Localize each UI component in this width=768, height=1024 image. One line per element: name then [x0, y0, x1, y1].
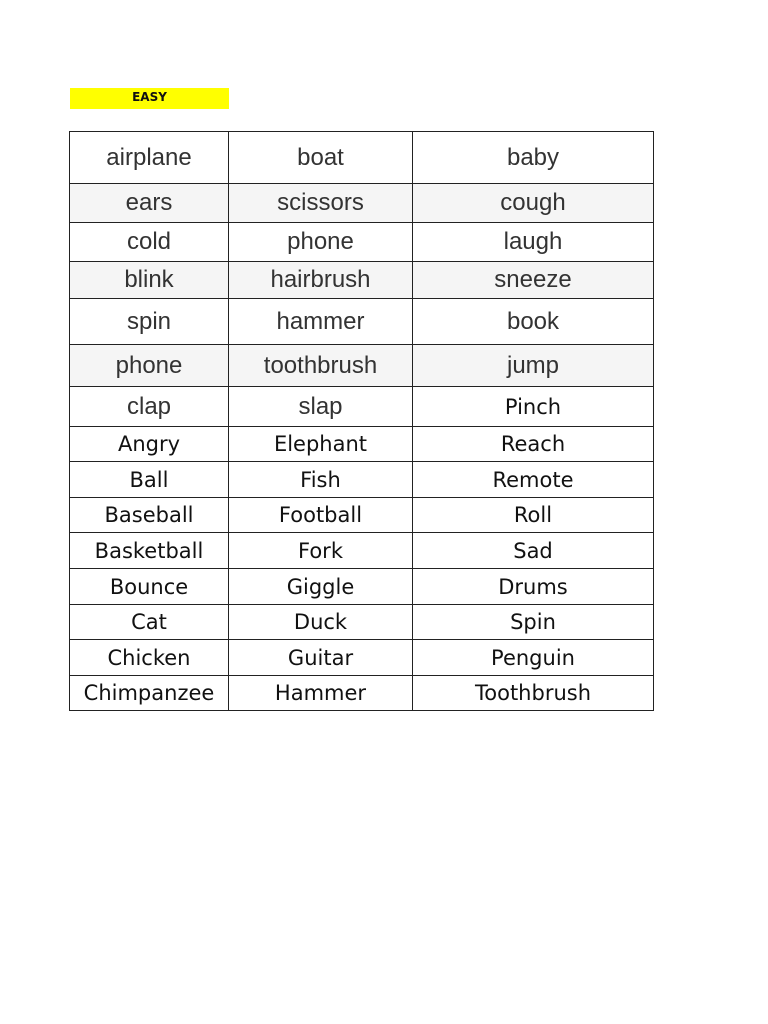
- table-cell: hairbrush: [229, 262, 413, 299]
- table-cell: toothbrush: [229, 345, 413, 387]
- table-cell: ears: [70, 184, 229, 223]
- table-cell: Giggle: [229, 569, 413, 605]
- table-cell: cold: [70, 223, 229, 262]
- table-cell: cough: [413, 184, 654, 223]
- table-row: [70, 345, 654, 387]
- table-row: [70, 640, 654, 676]
- table-cell: clap: [70, 387, 229, 427]
- table-cell: Hammer: [229, 676, 413, 711]
- table-cell: Sad: [413, 533, 654, 569]
- table-row: [70, 498, 654, 533]
- table-cell: jump: [413, 345, 654, 387]
- table-cell: blink: [70, 262, 229, 299]
- table-cell: Bounce: [70, 569, 229, 605]
- table-row: [70, 462, 654, 498]
- table-cell: Chicken: [70, 640, 229, 676]
- table-cell: Fish: [229, 462, 413, 498]
- table-cell: book: [413, 299, 654, 345]
- table-row: [70, 299, 654, 345]
- table-cell: laugh: [413, 223, 654, 262]
- table-cell: boat: [229, 132, 413, 184]
- table-cell: Football: [229, 498, 413, 533]
- table-row: [70, 184, 654, 223]
- table-cell: Spin: [413, 605, 654, 640]
- table-cell: Duck: [229, 605, 413, 640]
- table-cell: Chimpanzee: [70, 676, 229, 711]
- table-cell: slap: [229, 387, 413, 427]
- table-cell: Elephant: [229, 427, 413, 462]
- table-row: [70, 387, 654, 427]
- table-cell: Angry: [70, 427, 229, 462]
- table-cell: sneeze: [413, 262, 654, 299]
- table-cell: phone: [70, 345, 229, 387]
- difficulty-label: EASY: [70, 88, 229, 109]
- table-row: [70, 427, 654, 462]
- table-cell: Remote: [413, 462, 654, 498]
- table-cell: Drums: [413, 569, 654, 605]
- table-cell: Guitar: [229, 640, 413, 676]
- table-cell: Pinch: [413, 387, 654, 427]
- table-cell: Fork: [229, 533, 413, 569]
- table-cell: scissors: [229, 184, 413, 223]
- table-row: [70, 132, 654, 184]
- table-cell: Cat: [70, 605, 229, 640]
- table-row: [70, 605, 654, 640]
- table-row: [70, 676, 654, 711]
- table-row: [70, 533, 654, 569]
- table-row: [70, 223, 654, 262]
- word-table: [69, 131, 654, 711]
- table-cell: spin: [70, 299, 229, 345]
- table-cell: baby: [413, 132, 654, 184]
- table-cell: Ball: [70, 462, 229, 498]
- table-cell: phone: [229, 223, 413, 262]
- table-cell: Penguin: [413, 640, 654, 676]
- table-cell: Roll: [413, 498, 654, 533]
- table-row: [70, 262, 654, 299]
- table-row: [70, 569, 654, 605]
- table-cell: hammer: [229, 299, 413, 345]
- table-cell: Basketball: [70, 533, 229, 569]
- table-cell: Baseball: [70, 498, 229, 533]
- table-cell: Toothbrush: [413, 676, 654, 711]
- table-cell: airplane: [70, 132, 229, 184]
- table-cell: Reach: [413, 427, 654, 462]
